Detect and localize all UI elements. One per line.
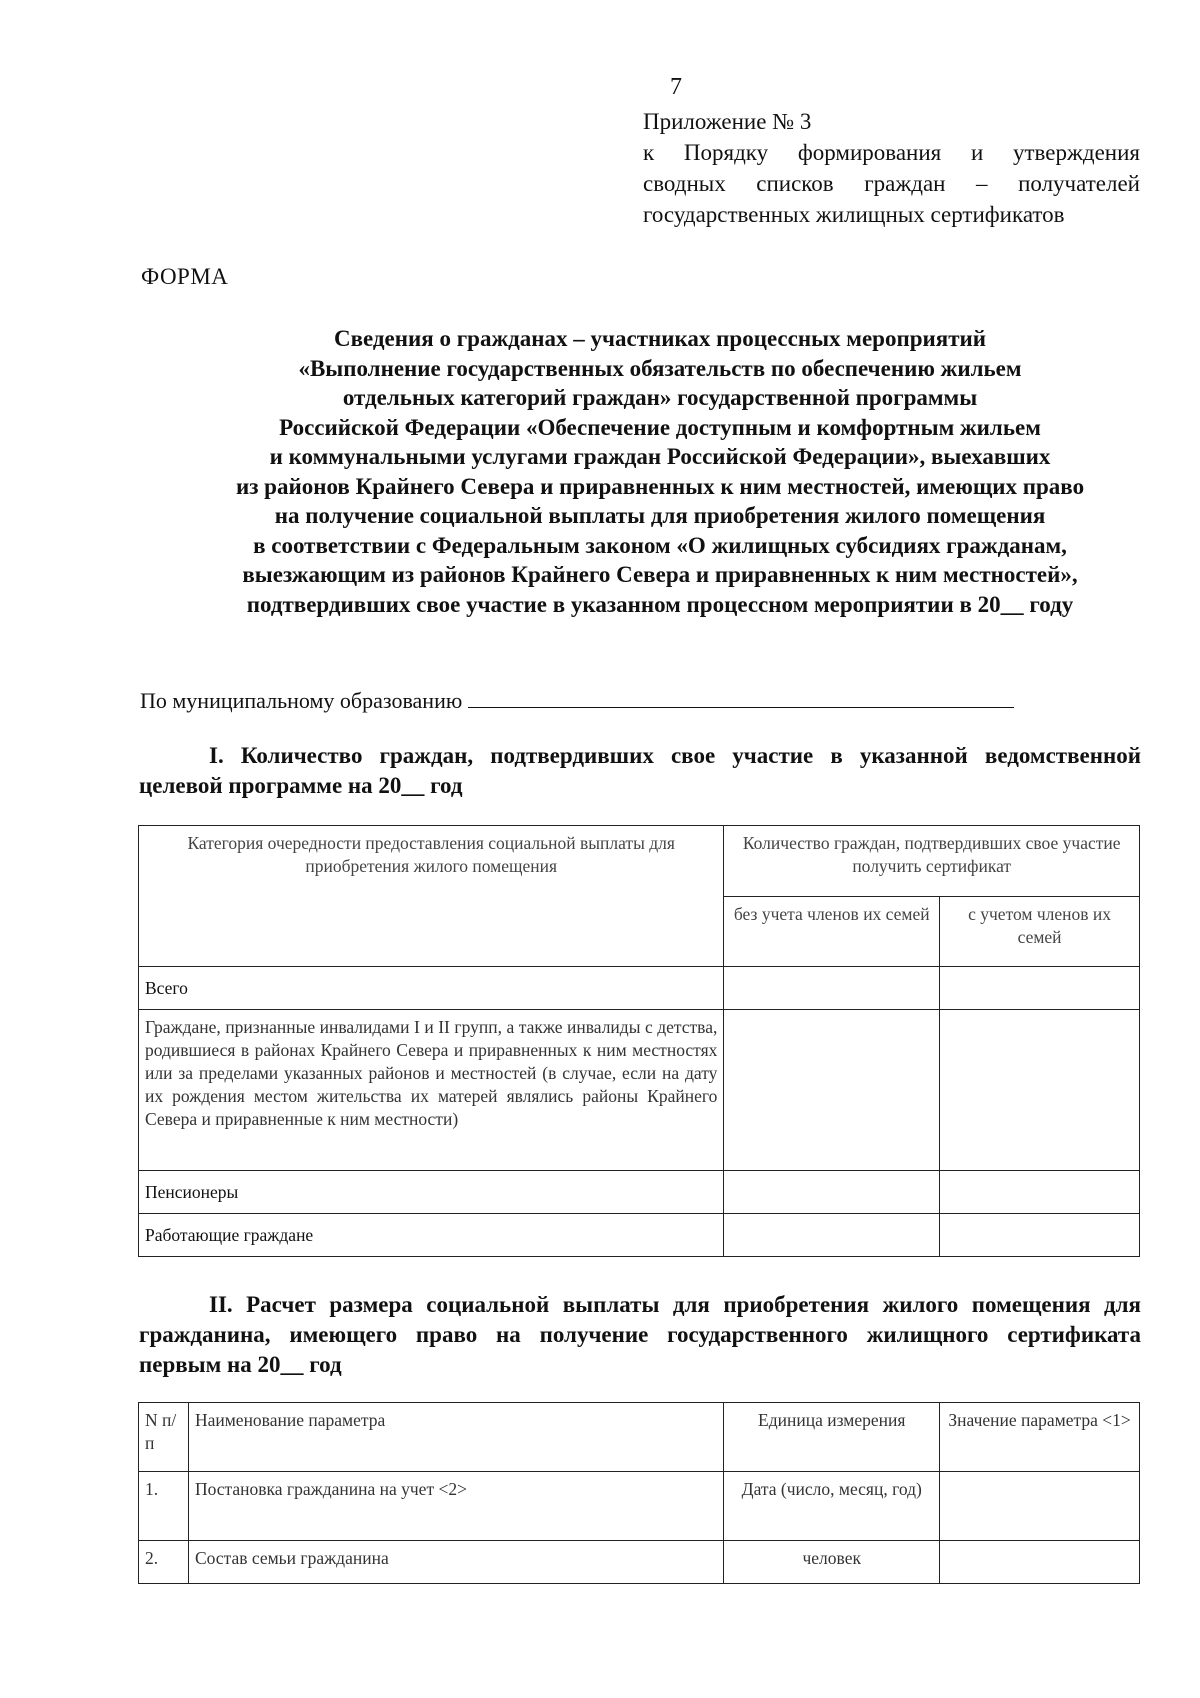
row-param: Состав семьи гражданина: [188, 1541, 723, 1584]
header-count: Количество граждан, подтвердивших свое участие получить сертификат: [724, 826, 1140, 897]
cell-without-family[interactable]: [724, 1010, 940, 1171]
title-line: Сведения о гражданах – участниках процессных мероприятий: [333, 326, 987, 351]
title-line: из районов Крайнего Севера и приравненных к ним местностей, имеющих право: [235, 473, 1085, 499]
table-row: [139, 1171, 1140, 1214]
header-with-family: с учетом членов их семей: [940, 896, 1140, 967]
row-value[interactable]: [940, 1541, 1140, 1584]
appendix-line-1: к Порядку формирования и утверждения: [643, 140, 1140, 165]
title-line: выезжающим из районов Крайнего Севера и приравненных к ним местностей»,: [242, 562, 1078, 587]
cell-with-family[interactable]: [940, 967, 1140, 1010]
appendix-block: [643, 106, 1140, 230]
title-line: и коммунальными услугами граждан Российской Федерации», выехавших: [269, 444, 1051, 469]
appendix-line-2: сводных списков граждан – получателей: [643, 171, 1140, 196]
row-num: 1.: [139, 1472, 189, 1541]
row-category: Граждане, признанные инвалидами I и II групп, а также инвалиды с детства, родившиеся в районах Крайнего Севера и приравненных к ним местностях или за пределами указанных районов и местностей (в случае, если на дату их рождения местом жительства их матерей являлись районы Крайнего Севера и приравненные к ним местности): [139, 1010, 724, 1171]
page-number: 7: [670, 74, 682, 100]
title-line: отдельных категорий граждан» государственной программы: [342, 385, 978, 410]
header-num: N п/п: [139, 1403, 189, 1472]
header-param: Наименование параметра: [188, 1403, 723, 1472]
section-2-heading-line-1: II. Расчет размера социальной выплаты для приобретения жилого помещения для: [209, 1292, 1141, 1317]
section-1-table: [138, 825, 1140, 1257]
section-1-heading: [139, 741, 1141, 801]
row-category: Всего: [139, 967, 724, 1010]
cell-without-family[interactable]: [724, 1171, 940, 1214]
table-row: [139, 1541, 1140, 1584]
appendix-title: Приложение № 3: [643, 109, 812, 134]
title-line: на получение социальной выплаты для приобретения жилого помещения: [274, 503, 1046, 528]
cell-with-family[interactable]: [940, 1171, 1140, 1214]
table-row: [139, 1010, 1140, 1171]
header-unit: Единица измерения: [724, 1403, 940, 1472]
title-line: в соответствии с Федеральным законом «О жилищных субсидиях гражданам,: [253, 532, 1067, 558]
cell-with-family[interactable]: [940, 1214, 1140, 1257]
cell-without-family[interactable]: [724, 967, 940, 1010]
municipality-label: По муниципальному образованию: [140, 688, 463, 713]
section-1-heading-line-1: I. Количество граждан, подтвердивших свое участие в указанной ведомственной: [209, 743, 1141, 768]
table-row: [139, 967, 1140, 1010]
header-category: Категория очередности предоставления социальной выплаты для приобретения жилого помещения: [139, 826, 724, 967]
section-2-heading: [139, 1290, 1141, 1380]
cell-without-family[interactable]: [724, 1214, 940, 1257]
row-num: 2.: [139, 1541, 189, 1584]
section-2-heading-line-3: первым на 20__ год: [139, 1352, 342, 1377]
table-row: [139, 1472, 1140, 1541]
table-row: [139, 1214, 1140, 1257]
form-label: ФОРМА: [141, 264, 229, 289]
section-2-heading-line-2: гражданина, имеющего право на получение государственного жилищного сертификата: [139, 1322, 1141, 1347]
row-value[interactable]: [940, 1472, 1140, 1541]
title-line: «Выполнение государственных обязательств по обеспечению жильем: [298, 355, 1022, 381]
row-unit: Дата (число, месяц, год): [724, 1472, 940, 1541]
row-unit: человек: [724, 1541, 940, 1584]
cell-with-family[interactable]: [940, 1010, 1140, 1171]
document-title: [120, 324, 1200, 619]
section-2-table: [138, 1402, 1140, 1584]
row-category: Пенсионеры: [139, 1171, 724, 1214]
header-without-family: без учета членов их семей: [724, 896, 940, 967]
header-value: Значение параметра <1>: [940, 1403, 1140, 1472]
section-1-heading-line-2: целевой программе на 20__ год: [139, 773, 463, 798]
title-line: подтвердивших свое участие в указанном процессном мероприятии в 20__ году: [246, 591, 1074, 617]
municipality-blank-field[interactable]: [468, 689, 1014, 708]
municipality-row: [140, 688, 1014, 714]
row-param: Постановка гражданина на учет <2>: [188, 1472, 723, 1541]
row-category: Работающие граждане: [139, 1214, 724, 1257]
title-line: Российской Федерации «Обеспечение доступным и комфортным жильем: [279, 414, 1041, 440]
appendix-line-3: государственных жилищных сертификатов: [643, 202, 1065, 227]
